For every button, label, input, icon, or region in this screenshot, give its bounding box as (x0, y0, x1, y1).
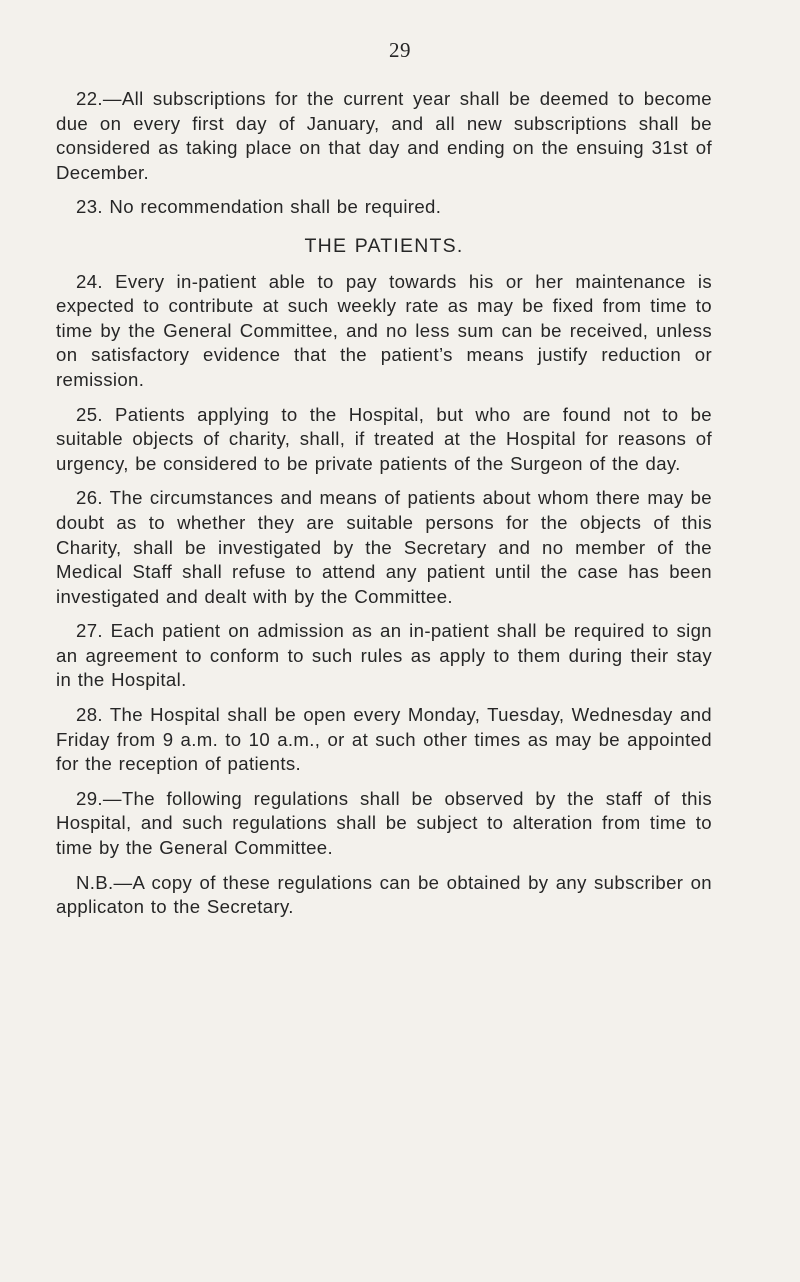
paragraph-23: 23. No recommendation shall be required. (76, 196, 442, 218)
nota-bene-note: N.B.—A copy of these regulations can be obtained by any subscriber on applicaton to the Secretary. (56, 871, 712, 918)
page-number: 29 (389, 38, 411, 62)
section-heading: THE PATIENTS. (304, 234, 464, 257)
paragraph-29: 29.—The following regulations shall be observed by the staff of this Hospital, and such regulations shall be subject to alteration from time to time by the General Committee. (56, 787, 712, 859)
document-body (56, 87, 712, 930)
paragraph-26: 26. The circumstances and means of patients about whom there may be doubt as to whether they are suitable persons for the objects of this Charity, shall be investigated by the Secretary and no member of the Medical Staff shall refuse to attend any patient until the case has been investigated and dealt with by the Committee. (56, 487, 712, 607)
paragraph-25: 25. Patients applying to the Hospital, but who are found not to be suitable objects of charity, shall, if treated at the Hospital for reasons of urgency, be considered to be private patients of the Surgeon of the day. (56, 403, 712, 474)
paragraph-27: 27. Each patient on admission as an in-patient shall be required to sign an agreement to conform to such rules as apply to them during their stay in the Hospital. (56, 620, 712, 691)
paragraph-28: 28. The Hospital shall be open every Monday, Tuesday, Wednesday and Friday from 9 a.m. to 10 a.m., or at such other times as may be appointed for the reception of patients. (56, 704, 712, 775)
paragraph-22: 22.—All subscriptions for the current year shall be deemed to become due on every first day of January, and all new subscriptions shall be considered as taking place on that day and ending on the ensuing 31st of December. (56, 88, 712, 183)
paragraph-24: 24. Every in-patient able to pay towards his or her maintenance is expected to contribute at such weekly rate as may be fixed from time to time by the General Committee, and no less sum can be received, unless on satisfactory evidence that the patient’s means justify reduction or remission. (56, 270, 712, 390)
